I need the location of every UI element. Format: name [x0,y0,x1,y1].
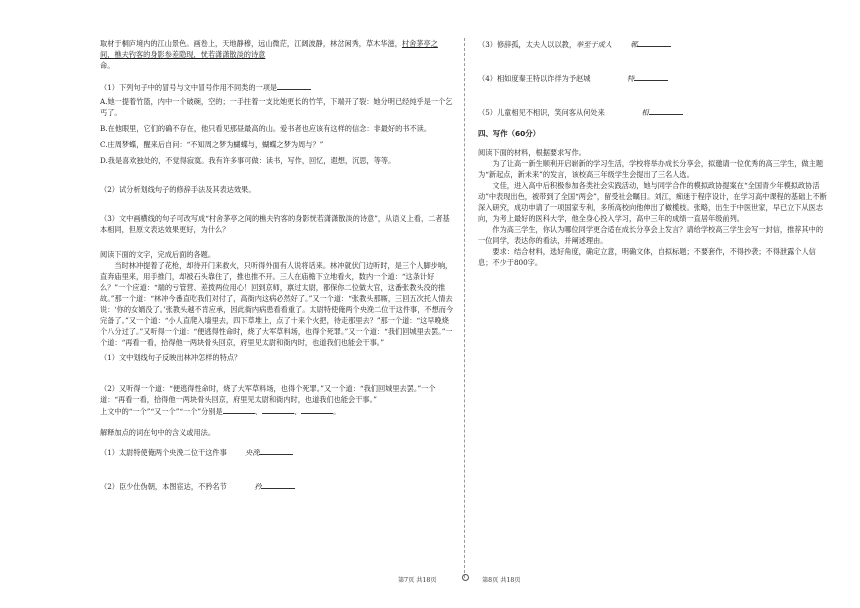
explain-2: （2）臣少仕伪朝，本图宦达，不矜名节 矜 [100,480,455,492]
option-d: D.我是喜欢独处的，不觉得寂寞。我有许多事可做：读书，写作，回忆，遐想，沉思，等等。 [100,156,396,165]
material-para-4: 要求：结合材料，选好角度，确定立意，明确文体，自拟标题；不要套作，不得抄袭；不得泄露个人信息；不少于800字。 [478,247,816,267]
intro-line-2: 间，樵夫钓客的身影参差隐现，​恍若潇潇散淡的诗意 [100,50,266,59]
page-divider [464,38,465,578]
reading-header: 阅读下面的文字，完成后面的各题。 [100,250,216,259]
section-title: 四、写作（60分） [478,129,541,138]
left-column [100,38,455,492]
fold-mark-icon [462,574,469,581]
question-5-line-1: （2）又听得一个道：“便逃得性命时，烧了大军草料场，也得个死罪。”又一个道：“我们回城里去罢。”一个 [100,384,436,393]
explain-1: （1）太尉特使俺两个央浼二位干这件事 央浼 [100,446,455,458]
material-para-2: 文佳，进入高中后积极参加各类社会实践活动，她与同学合作的模拟政协提案在“全国青少年模拟政协活动”中表现出色，被带到了全国“两会”，留受社会瞩目。刘江，痴迷于程序设计，在学习高中课程的基础上不断深入研究，成功申请了一项国家专利，多所高校向他伸出了橄榄枝。张略，出生于中医世家，早已立下从医志向，为考上最好的医科大学，他全身心投入学习，高中三年的成绩一直居年级前列。 [478,181,827,223]
question-5-line-2: 道：“再看一看，拾得他一两块骨头回京，府里见太尉和衙内时，也道我们也能会干事。” [100,395,377,404]
writing-header: 阅读下面的材料，根据要求写作。 [478,148,586,157]
question-5-line-3: 上文中的“一个”“又一个”“一个”分别是 、 、 。 [100,407,341,416]
explain-3: （3）修辞孤，太夫人以以教，举至于成人 鄣 [478,38,830,50]
question-4: （1）文中划线句子反映出林冲怎样的特点？ [100,353,242,362]
explain-5: （5）儿童相见不相识，笑问客从何处来 相 [478,106,830,118]
page-number-right: 第8页 共18页 [482,577,521,584]
question-1: （1）下列句子中的冒号与文中冒号作用不同类的一项是 [100,81,455,93]
explain-header: 解释加点的词在句中的含义或用法。 [100,428,216,437]
right-column [478,38,830,268]
intro-line-3: 命。 [100,61,115,70]
option-a: A.她一提着竹篮，内中一个破碗，空的；一手拄着一支比她更长的竹竿，下端开了裂：她分明已经纯乎是一个乞丐了。 [100,97,453,117]
material-para-3: 作为高三学生，你认为哪位同学更合适在成长分享会上发言？请给学校高三学生会写一封信，推荐其中的一位同学，表达你的看法，并阐述理由。 [478,225,824,245]
question-2: （2）试分析划线句子的修辞手法及其表达效果。 [100,185,256,194]
question-3: （3）文中画横线的句子可改写成“村舍茅亭之间的樵夫钓客的身影恍若潇潇散淡的诗意”，从语义上看，二者基本相同，但原文表达效果更好，为什么？ [100,214,450,234]
material-para-1: 为了让高一新生顺利开启崭新的学习生活，学校将举办成长分享会，拟邀请一位优秀的高三学生，做主题为“新起点，新未来”的发言，该校高三年级学生会提出了三名人选。 [478,159,824,179]
explain-4: （4）相如度秦王特以诈徉为予赵城 特 [478,72,830,84]
exam-spread [0,38,860,608]
intro-line-1: 取材于桐庐境内的江山景色。画卷上，天地静穆，远山微茫，江阔波静，林岔闲秀，草木华滋，村舍茅亭之 [100,39,438,48]
reading-passage: 当时林冲提着了花枪，却待开门来救火，只听得外面有人说将话来。林冲就伏门边听时，是三个人脚步响，直奔庙里来，用手推门，却被石头靠住了，推也推不开。三人在庙檐下立地看火，数内一个道：“这条计好么？”一个应道：“端的亏管营、差拨两位用心！回到京师，禀过太尉，都保你二位做大官，这番张教头没的推故。”那一个道：“林冲今番直吃我们对付了，高衙内这病必然好了。”又一个道：“张教头那厮，三回五次托人情去说：‘你的女婿没了。’张教头越不肯应承，因此衙内病患看看重了。太尉特使俺两个央浼二位干这件事，不想而今完备了。”又一个道：“小人直爬入墙里去，四下草堆上，点了十来个火把，待走那里去？”那一个道：“这早晚烧个八分过了。”又听得一个道：“便逃得性命时，烧了大军草料场，也得个死罪。”又一个道：“我们回城里去罢。”一个道：“再看一看，拾得他一两块骨头回京，府里见太尉和衙内时，也道我们也能会干事。” [100,261,454,347]
page-number-left: 第7页 共18页 [398,577,437,584]
option-b: B.在他眼里，它们的确不存在，他只看见那昼最高的山。爱书者也应该有这样的信念：非最好的书不读。 [100,124,432,133]
option-c: C.庄周梦蝶，醒来后自问：“不知周之梦为蝴蝶与，蝴蝶之梦为周与？” [100,140,324,149]
